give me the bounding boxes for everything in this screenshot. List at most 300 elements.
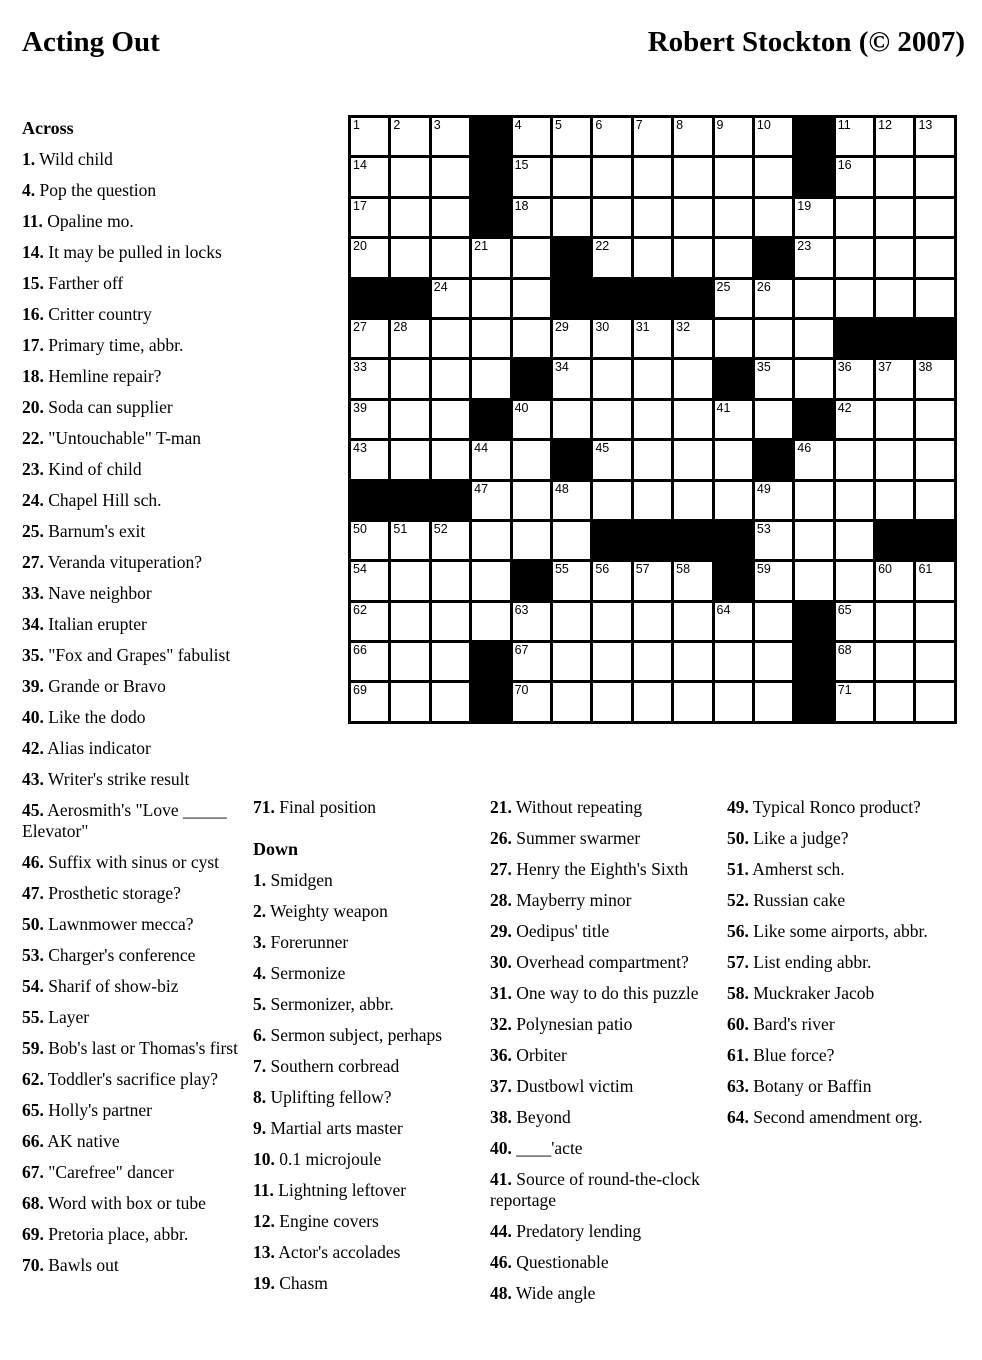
grid-cell[interactable] — [634, 683, 671, 720]
grid-cell[interactable] — [836, 280, 873, 317]
clue-item: 40. ____'acte — [490, 1138, 583, 1158]
grid-cell[interactable] — [351, 562, 388, 599]
grid-cell[interactable] — [876, 603, 913, 640]
grid-cell[interactable] — [916, 562, 953, 599]
cell-number: 2 — [393, 118, 401, 132]
down-header: Down — [253, 839, 299, 859]
grid-cell[interactable] — [755, 522, 792, 559]
grid-cell[interactable] — [634, 441, 671, 478]
cell-number: 45 — [595, 441, 610, 456]
grid-cell[interactable] — [836, 239, 873, 276]
grid-cell[interactable] — [513, 603, 550, 640]
cell-number: 30 — [595, 319, 610, 334]
grid-cell[interactable] — [391, 562, 428, 599]
clue-item: 54. Sharif of show-biz — [22, 976, 179, 996]
grid-cell[interactable] — [674, 482, 711, 519]
cell-number: 53 — [756, 521, 771, 536]
grid-cell[interactable] — [755, 643, 792, 680]
grid-cell[interactable] — [755, 320, 792, 357]
grid-cell[interactable] — [876, 239, 913, 276]
grid-cell[interactable] — [916, 643, 953, 680]
grid-cell[interactable] — [432, 603, 469, 640]
clue-number: 42. — [22, 738, 44, 758]
grid-cell[interactable] — [553, 401, 590, 438]
cell-number: 60 — [878, 562, 892, 577]
grid-cell[interactable] — [513, 118, 550, 155]
grid-cell[interactable] — [836, 603, 873, 640]
clue-item: 27. Henry the Eighth's Sixth — [490, 859, 689, 879]
grid-cell[interactable] — [593, 239, 630, 276]
clue-item: 37. Dustbowl victim — [490, 1076, 634, 1096]
grid-cell[interactable] — [351, 199, 388, 236]
grid-cell[interactable] — [553, 643, 590, 680]
clues-column-3 — [490, 797, 716, 1314]
grid-cell[interactable] — [674, 320, 711, 357]
grid-cell[interactable] — [715, 603, 752, 640]
clue-item: 67. "Carefree" dancer — [22, 1162, 174, 1182]
cell-number: 63 — [514, 602, 529, 617]
grid-cell[interactable] — [432, 522, 469, 559]
grid-cell[interactable] — [432, 562, 469, 599]
grid-cell[interactable] — [634, 603, 671, 640]
grid-cell[interactable] — [553, 360, 590, 397]
grid-cell[interactable] — [715, 239, 752, 276]
grid-cell[interactable] — [553, 603, 590, 640]
black-square — [391, 280, 428, 317]
clue-number: 56. — [727, 921, 749, 941]
clue-item: 21. Without repeating — [490, 797, 643, 817]
cell-number: 56 — [595, 562, 610, 577]
cell-number: 25 — [716, 279, 731, 294]
grid-cell[interactable] — [916, 118, 953, 155]
grid-cell[interactable] — [432, 320, 469, 357]
grid-cell[interactable] — [876, 482, 913, 519]
grid-cell[interactable] — [351, 683, 388, 720]
grid-cell[interactable] — [391, 158, 428, 195]
clue-number: 13. — [253, 1242, 275, 1262]
grid-cell[interactable] — [715, 158, 752, 195]
clue-item: 49. Typical Ronco product? — [727, 797, 921, 817]
grid-cell[interactable] — [876, 441, 913, 478]
grid-cell[interactable] — [634, 360, 671, 397]
clue-number: 71. — [253, 797, 275, 817]
grid-cell[interactable] — [715, 280, 752, 317]
grid-cell[interactable] — [553, 320, 590, 357]
cell-number: 10 — [756, 118, 771, 132]
clue-item: 16. Critter country — [22, 304, 152, 324]
grid-cell[interactable] — [553, 522, 590, 559]
grid-cell[interactable] — [472, 280, 509, 317]
grid-cell[interactable] — [795, 199, 832, 236]
grid-cell[interactable] — [553, 118, 590, 155]
grid-cell[interactable] — [755, 683, 792, 720]
grid-cell[interactable] — [755, 158, 792, 195]
grid-cell[interactable] — [715, 643, 752, 680]
cell-number: 62 — [353, 602, 367, 617]
clue-item: 29. Oedipus' title — [490, 921, 610, 941]
cell-number: 9 — [716, 118, 724, 132]
grid-cell[interactable] — [391, 683, 428, 720]
grid-cell[interactable] — [836, 482, 873, 519]
grid-cell[interactable] — [513, 522, 550, 559]
grid-cell[interactable] — [755, 603, 792, 640]
grid-cell[interactable] — [472, 360, 509, 397]
clue-number: 61. — [727, 1045, 749, 1065]
grid-cell[interactable] — [432, 683, 469, 720]
clue-item: 11. Opaline mo. — [22, 211, 134, 231]
grid-cell[interactable] — [351, 360, 388, 397]
clue-item: 45. Aerosmith's "Love _____ Elevator" — [22, 800, 227, 841]
clue-item: 24. Chapel Hill sch. — [22, 490, 162, 510]
clue-number: 23. — [22, 459, 44, 479]
grid-cell[interactable] — [593, 683, 630, 720]
clue-number: 14. — [22, 242, 44, 262]
clue-item: 46. Questionable — [490, 1252, 609, 1272]
grid-cell[interactable] — [634, 320, 671, 357]
grid-cell[interactable] — [876, 683, 913, 720]
cell-number: 24 — [433, 279, 448, 294]
clue-number: 11. — [253, 1180, 274, 1200]
grid-cell[interactable] — [715, 199, 752, 236]
clue-item: 66. AK native — [22, 1131, 120, 1151]
clue-number: 63. — [727, 1076, 749, 1096]
grid-cell[interactable] — [553, 482, 590, 519]
grid-cell[interactable] — [634, 158, 671, 195]
cell-number: 5 — [554, 118, 562, 132]
grid-cell[interactable] — [836, 643, 873, 680]
grid-cell[interactable] — [916, 683, 953, 720]
clue-number: 10. — [253, 1149, 275, 1169]
grid-cell[interactable] — [472, 603, 509, 640]
clue-number: 32. — [490, 1014, 512, 1034]
grid-cell[interactable] — [795, 239, 832, 276]
grid-cell[interactable] — [391, 118, 428, 155]
grid-cell[interactable] — [674, 118, 711, 155]
clue-number: 62. — [22, 1069, 44, 1089]
grid-cell[interactable] — [513, 401, 550, 438]
clue-item: 4. Pop the question — [22, 180, 157, 200]
grid-cell[interactable] — [836, 360, 873, 397]
grid-cell[interactable] — [674, 239, 711, 276]
clue-number: 40. — [490, 1138, 512, 1158]
grid-cell[interactable] — [432, 280, 469, 317]
clue-item: 2. Weighty weapon — [253, 901, 388, 921]
grid-cell[interactable] — [472, 239, 509, 276]
black-square — [795, 401, 832, 438]
grid-cell[interactable] — [715, 320, 752, 357]
grid-cell[interactable] — [391, 199, 428, 236]
grid-cell[interactable] — [916, 280, 953, 317]
grid-cell[interactable] — [674, 562, 711, 599]
cell-number: 4 — [514, 118, 522, 132]
clue-number: 46. — [22, 852, 44, 872]
grid-cell[interactable] — [553, 158, 590, 195]
grid-cell[interactable] — [513, 280, 550, 317]
grid-cell[interactable] — [836, 199, 873, 236]
grid-cell[interactable] — [593, 118, 630, 155]
grid-cell[interactable] — [513, 441, 550, 478]
clue-item: 46. Suffix with sinus or cyst — [22, 852, 220, 872]
grid-cell[interactable] — [553, 562, 590, 599]
grid-cell[interactable] — [715, 482, 752, 519]
clue-item: 23. Kind of child — [22, 459, 142, 479]
clue-item: 63. Botany or Baffin — [727, 1076, 872, 1096]
cell-number: 11 — [837, 118, 851, 132]
grid-cell[interactable] — [513, 643, 550, 680]
cell-number: 1 — [353, 118, 360, 132]
grid-cell[interactable] — [836, 562, 873, 599]
grid-cell[interactable] — [876, 118, 913, 155]
grid-cell[interactable] — [836, 118, 873, 155]
cell-number: 49 — [756, 481, 771, 496]
black-square — [391, 482, 428, 519]
grid-cell[interactable] — [593, 441, 630, 478]
grid-cell[interactable] — [513, 683, 550, 720]
grid-cell[interactable] — [795, 280, 832, 317]
grid-cell[interactable] — [553, 683, 590, 720]
black-square — [351, 482, 388, 519]
clue-number: 9. — [253, 1118, 267, 1138]
clue-number: 64. — [727, 1107, 749, 1127]
clue-item: 35. "Fox and Grapes" fabulist — [22, 645, 231, 665]
clue-number: 4. — [22, 180, 36, 200]
clue-number: 54. — [22, 976, 44, 996]
grid-cell[interactable] — [674, 401, 711, 438]
clue-number: 5. — [253, 994, 267, 1014]
grid-cell[interactable] — [674, 158, 711, 195]
grid-cell[interactable] — [432, 199, 469, 236]
grid-cell[interactable] — [513, 320, 550, 357]
grid-cell[interactable] — [351, 441, 388, 478]
grid-cell[interactable] — [674, 643, 711, 680]
grid-cell[interactable] — [836, 401, 873, 438]
clue-item: 27. Veranda vituperation? — [22, 552, 202, 572]
clue-item: 44. Predatory lending — [490, 1221, 642, 1241]
cell-number: 69 — [353, 683, 367, 698]
clue-item: 11. Lightning leftover — [253, 1180, 407, 1200]
clue-number: 2. — [253, 901, 267, 921]
clue-item: 33. Nave neighbor — [22, 583, 152, 603]
grid-cell[interactable] — [876, 280, 913, 317]
grid-cell[interactable] — [674, 683, 711, 720]
grid-cell[interactable] — [391, 239, 428, 276]
grid-cell[interactable] — [472, 482, 509, 519]
grid-cell[interactable] — [593, 199, 630, 236]
clues-column-4 — [727, 797, 965, 1138]
grid-cell[interactable] — [391, 320, 428, 357]
black-square — [876, 522, 913, 559]
grid-cell[interactable] — [351, 320, 388, 357]
grid-cell[interactable] — [432, 643, 469, 680]
grid-cell[interactable] — [593, 562, 630, 599]
grid-cell[interactable] — [795, 482, 832, 519]
clue-number: 11. — [22, 211, 43, 231]
black-square — [553, 280, 590, 317]
cell-number: 35 — [756, 360, 771, 375]
clue-number: 3. — [253, 932, 267, 952]
clue-number: 19. — [253, 1273, 275, 1293]
grid-cell[interactable] — [634, 482, 671, 519]
across-header: Across — [22, 118, 74, 138]
clue-number: 31. — [490, 983, 512, 1003]
grid-cell[interactable] — [472, 522, 509, 559]
black-square — [916, 522, 953, 559]
black-square — [795, 158, 832, 195]
grid-cell[interactable] — [755, 118, 792, 155]
grid-cell[interactable] — [391, 522, 428, 559]
clue-item: 43. Writer's strike result — [22, 769, 190, 789]
grid-cell[interactable] — [876, 199, 913, 236]
grid-cell[interactable] — [715, 401, 752, 438]
grid-cell[interactable] — [916, 360, 953, 397]
grid-cell[interactable] — [351, 603, 388, 640]
grid-cell[interactable] — [715, 683, 752, 720]
cell-number: 38 — [918, 360, 933, 375]
grid-cell[interactable] — [513, 158, 550, 195]
grid-cell[interactable] — [634, 643, 671, 680]
grid-cell[interactable] — [432, 158, 469, 195]
grid-cell[interactable] — [876, 401, 913, 438]
grid-cell[interactable] — [351, 401, 388, 438]
grid-cell[interactable] — [674, 360, 711, 397]
grid-cell[interactable] — [472, 320, 509, 357]
black-square — [795, 683, 832, 720]
clue-item: 52. Russian cake — [727, 890, 846, 910]
cell-number: 6 — [595, 118, 603, 132]
cell-number: 40 — [514, 400, 529, 415]
grid-cell[interactable] — [836, 683, 873, 720]
grid-cell[interactable] — [876, 360, 913, 397]
grid-cell[interactable] — [916, 199, 953, 236]
grid-cell[interactable] — [593, 320, 630, 357]
cell-number: 21 — [474, 239, 489, 254]
grid-cell[interactable] — [876, 643, 913, 680]
grid-cell[interactable] — [755, 482, 792, 519]
grid-cell[interactable] — [634, 401, 671, 438]
grid-cell[interactable] — [432, 441, 469, 478]
clue-item: 40. Like the dodo — [22, 707, 146, 727]
grid-cell[interactable] — [755, 280, 792, 317]
grid-cell[interactable] — [836, 158, 873, 195]
grid-cell[interactable] — [472, 441, 509, 478]
grid-cell[interactable] — [351, 643, 388, 680]
grid-cell[interactable] — [674, 441, 711, 478]
grid-cell[interactable] — [715, 441, 752, 478]
grid-cell[interactable] — [916, 158, 953, 195]
clue-item: 41. Source of round-the-clock reportage — [490, 1169, 700, 1210]
grid-cell[interactable] — [755, 562, 792, 599]
grid-cell[interactable] — [391, 643, 428, 680]
grid-cell[interactable] — [674, 199, 711, 236]
clue-number: 33. — [22, 583, 44, 603]
clue-number: 70. — [22, 1255, 44, 1275]
grid-cell[interactable] — [351, 239, 388, 276]
grid-cell[interactable] — [593, 360, 630, 397]
clue-number: 34. — [22, 614, 44, 634]
grid-cell[interactable] — [593, 401, 630, 438]
grid-cell[interactable] — [715, 118, 752, 155]
grid-cell[interactable] — [836, 522, 873, 559]
grid-cell[interactable] — [391, 360, 428, 397]
grid-cell[interactable] — [513, 239, 550, 276]
grid-cell[interactable] — [634, 118, 671, 155]
grid-cell[interactable] — [432, 360, 469, 397]
grid-cell[interactable] — [391, 401, 428, 438]
grid-cell[interactable] — [351, 118, 388, 155]
grid-cell[interactable] — [916, 401, 953, 438]
grid-cell[interactable] — [351, 158, 388, 195]
clue-item: 1. Wild child — [22, 149, 113, 169]
grid-cell[interactable] — [755, 199, 792, 236]
grid-cell[interactable] — [755, 401, 792, 438]
grid-cell[interactable] — [593, 482, 630, 519]
clue-number: 21. — [490, 797, 512, 817]
grid-cell[interactable] — [472, 562, 509, 599]
grid-cell[interactable] — [795, 441, 832, 478]
grid-cell[interactable] — [432, 118, 469, 155]
grid-cell[interactable] — [674, 603, 711, 640]
grid-cell[interactable] — [634, 199, 671, 236]
black-square — [472, 199, 509, 236]
grid-cell[interactable] — [916, 482, 953, 519]
grid-cell[interactable] — [795, 320, 832, 357]
clue-number: 4. — [253, 963, 267, 983]
grid-cell[interactable] — [916, 239, 953, 276]
cell-number: 7 — [635, 118, 643, 132]
grid-cell[interactable] — [916, 441, 953, 478]
grid-cell[interactable] — [351, 522, 388, 559]
grid-cell[interactable] — [593, 158, 630, 195]
grid-cell[interactable] — [634, 239, 671, 276]
black-square — [432, 482, 469, 519]
grid-cell[interactable] — [391, 603, 428, 640]
grid-cell[interactable] — [593, 603, 630, 640]
grid-cell[interactable] — [593, 643, 630, 680]
cell-number: 19 — [797, 198, 812, 213]
grid-cell[interactable] — [795, 360, 832, 397]
grid-cell[interactable] — [836, 441, 873, 478]
grid-cell[interactable] — [795, 562, 832, 599]
grid-cell[interactable] — [432, 239, 469, 276]
clue-number: 51. — [727, 859, 749, 879]
grid-cell[interactable] — [513, 482, 550, 519]
clue-item: 22. "Untouchable" T-man — [22, 428, 202, 448]
grid-cell[interactable] — [513, 199, 550, 236]
clue-item: 8. Uplifting fellow? — [253, 1087, 392, 1107]
grid-cell[interactable] — [432, 401, 469, 438]
clue-item: 51. Amherst sch. — [727, 859, 845, 879]
black-square — [472, 118, 509, 155]
clue-item: 56. Like some airports, abbr. — [727, 921, 928, 941]
cell-number: 12 — [878, 118, 892, 132]
grid-cell[interactable] — [391, 441, 428, 478]
clue-item: 57. List ending abbr. — [727, 952, 872, 972]
clue-number: 58. — [727, 983, 749, 1003]
clue-number: 22. — [22, 428, 44, 448]
puzzle-title: Acting Out — [22, 26, 160, 58]
grid-cell[interactable] — [876, 158, 913, 195]
black-square — [593, 522, 630, 559]
clue-item: 32. Polynesian patio — [490, 1014, 633, 1034]
grid-cell[interactable] — [916, 603, 953, 640]
clue-number: 12. — [253, 1211, 275, 1231]
grid-cell[interactable] — [634, 562, 671, 599]
cell-number: 66 — [353, 643, 367, 658]
grid-cell[interactable] — [876, 562, 913, 599]
grid-cell[interactable] — [553, 199, 590, 236]
grid-cell[interactable] — [795, 522, 832, 559]
grid-cell[interactable] — [755, 360, 792, 397]
